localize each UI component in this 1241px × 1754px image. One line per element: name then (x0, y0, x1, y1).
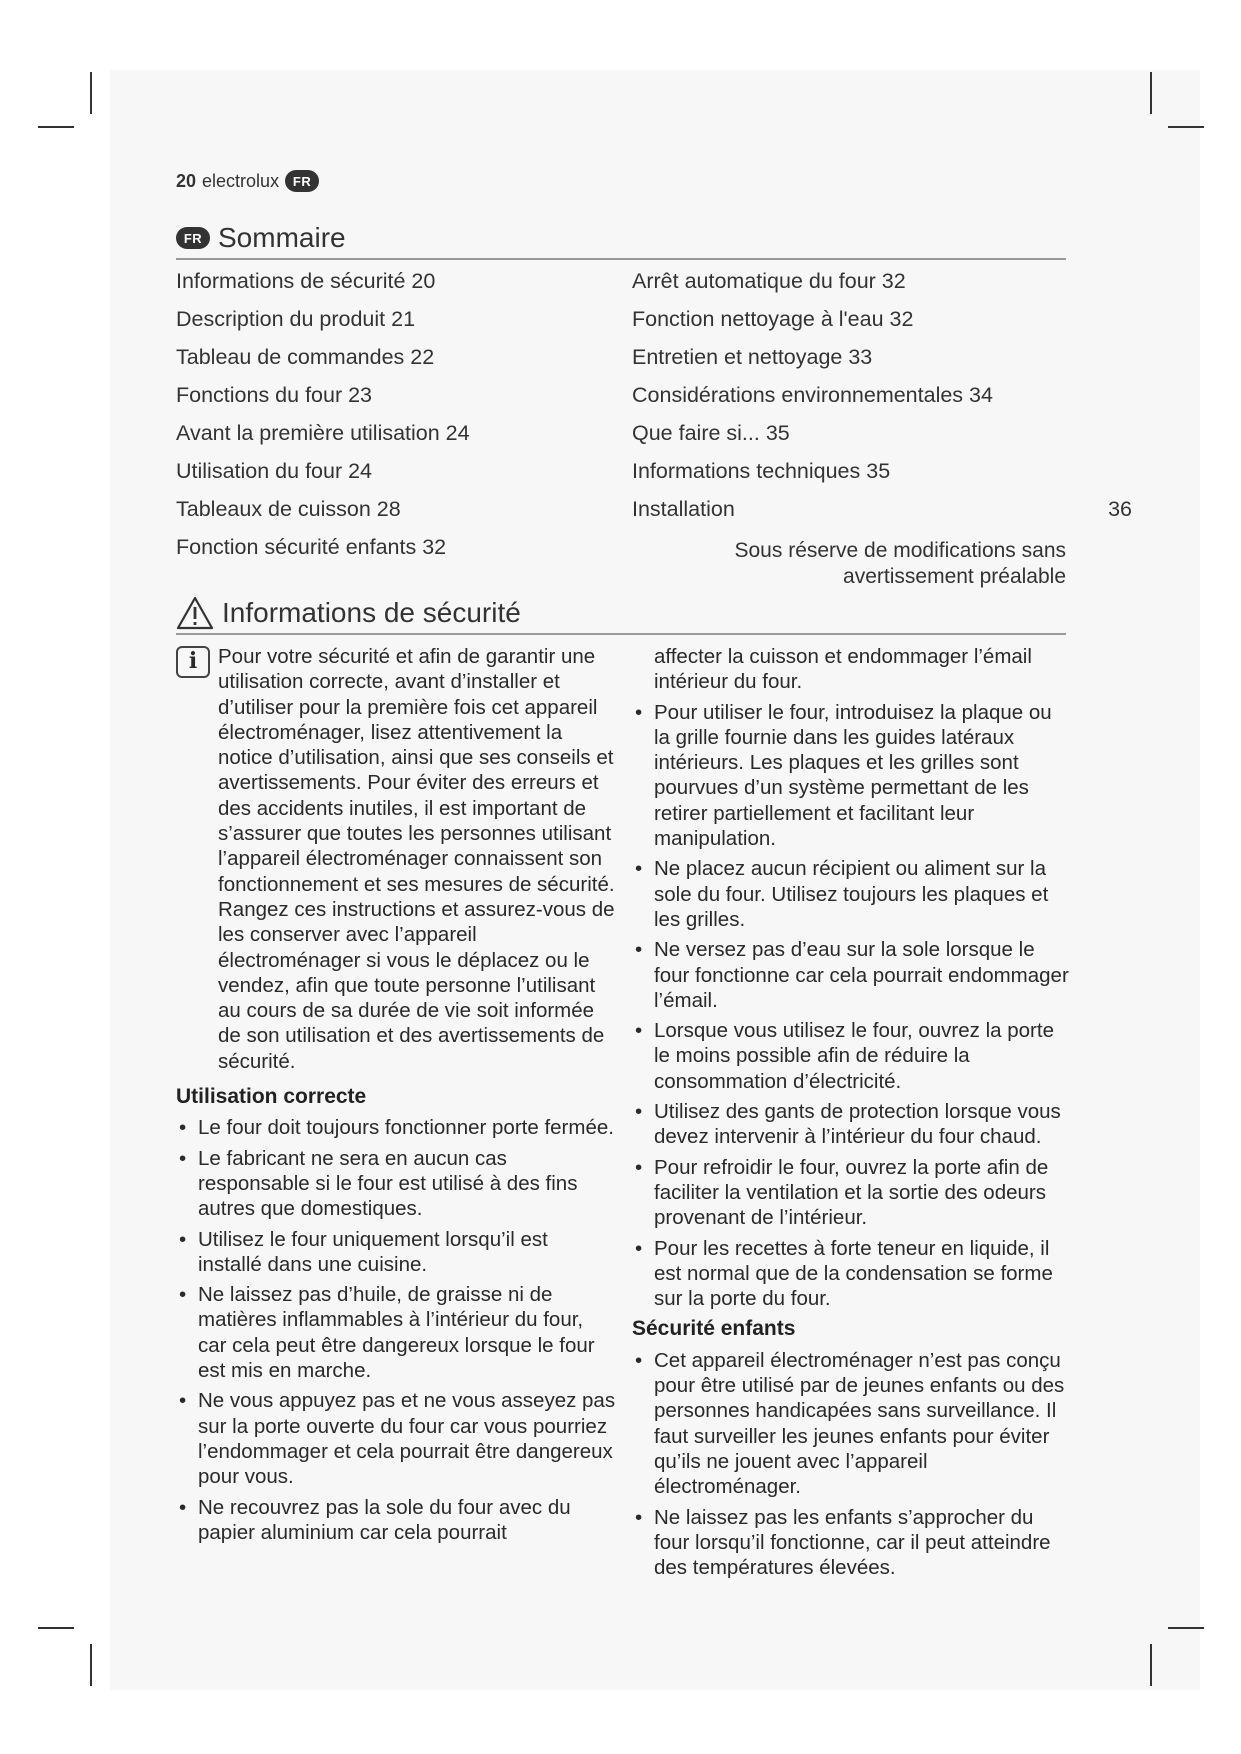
note-line: avertissement préalable (843, 565, 1066, 588)
toc-item: Informations de sécurité 20 (176, 269, 436, 293)
list-item: • Ne vous appuyez pas et ne vous asseyez pas sur la porte ouverte du four car vous pourriez l’endommager et cela pourrait être dangereux pour vous. (176, 1388, 616, 1489)
section-rule (176, 258, 1066, 260)
safety-title: Informations de sécurité (222, 597, 521, 628)
toc-item-page: 36 (1108, 497, 1132, 521)
crop-mark (1168, 126, 1204, 128)
list-item: • Ne laissez pas les enfants s’approcher du four lorsqu’il fonctionne, car il peut atteindre des températures élevées. (632, 1505, 1072, 1581)
toc-item: Tableau de commandes 22 (176, 345, 435, 369)
toc-item: Arrêt automatique du four 32 (632, 269, 906, 293)
warning-icon (176, 596, 214, 630)
crop-mark (90, 72, 92, 114)
language-badge: FR (176, 227, 210, 249)
sommaire-title: Sommaire (218, 222, 346, 253)
continued-text: affecter la cuisson et endommager l’émail intérieur du four. (654, 645, 1032, 694)
child-safety-list (632, 1348, 1072, 1581)
toc-item-label: Installation (632, 497, 735, 521)
safety-intro (176, 644, 616, 1074)
language-badge: FR (285, 170, 319, 192)
list-item: • Ne laissez pas d’huile, de graisse ni de matières inflammables à l’intérieur du four, car cela peut être dangereux lorsque le four est mis en marche. (176, 1282, 616, 1383)
crop-mark (38, 1627, 74, 1629)
list-item: • Pour les recettes à forte teneur en liquide, il est normal que de la condensation se forme sur la porte du four. (632, 1236, 1072, 1312)
toc-item: Tableaux de cuisson 28 (176, 497, 401, 521)
running-header (176, 170, 319, 192)
toc-right-column (632, 262, 1132, 528)
list-item: • Utilisez des gants de protection lorsque vous devez intervenir à l’intérieur du four chaud. (632, 1099, 1072, 1150)
info-icon: i (176, 646, 210, 678)
crop-mark (90, 1644, 92, 1686)
page-number: 20 (176, 170, 197, 191)
list-item: • Pour refroidir le four, ouvrez la porte afin de faciliter la ventilation et la sortie des odeurs provenant de l’intérieur. (632, 1155, 1072, 1231)
toc-item: Que faire si... 35 (632, 421, 790, 445)
list-item: • Utilisez le four uniquement lorsqu’il est installé dans une cuisine. (176, 1227, 616, 1278)
list-item: • Pour utiliser le four, introduisez la plaque ou la grille fournie dans les guides latéraux intérieurs. Les plaques et les grilles sont pourvues d’un système permettant de les retirer partiellement et facilitant leur manipulation. (632, 700, 1072, 852)
list-item: • Le four doit toujours fonctionner porte fermée. (176, 1115, 616, 1140)
list-item: • Cet appareil électroménager n’est pas conçu pour être utilisé par de jeunes enfants ou des personnes handicapées sans surveillance. Il faut surveiller les jeunes enfants pour éviter qu’ils ne jouent avec l’appareil électroménager. (632, 1348, 1072, 1500)
intro-text: Pour votre sécurité et afin de garantir une utilisation correcte, avant d’installer et d’utiliser pour la première fois cet appareil électroménager, lisez attentivement la notice d’utilisation, ainsi que ses conseils et avertissements. Pour éviter des erreurs et des accidents inutiles, il est important de s’assurer que toutes les personnes utilisant l’appareil électroménager connaissent son fonctionnement et ses mesures de sécurité. Rangez ces instructions et assurez-vous de les conserver avec l’appareil électroménager si vous le déplacez ou le vendez, afin que toute personne l’utilisant au cours de sa durée de vie soit informée de son utilisation et des avertissements de sécurité. (218, 645, 615, 1073)
toc-item: Fonctions du four 23 (176, 383, 373, 407)
toc-item: Utilisation du four 24 (176, 459, 372, 483)
crop-mark (1150, 1644, 1152, 1686)
toc-item: Avant la première utilisation 24 (176, 421, 470, 445)
toc-left-column (176, 262, 470, 566)
modification-note (620, 538, 1066, 590)
note-line: Sous réserve de modifications sans (734, 539, 1066, 562)
toc-item: Fonction nettoyage à l'eau 32 (632, 307, 914, 331)
brand-name: electrolux (202, 170, 280, 191)
safety-heading (176, 596, 521, 630)
usage-heading: Utilisation correcte (176, 1085, 367, 1109)
safety-right-column (632, 644, 1072, 1585)
toc-item: Description du produit 21 (176, 307, 416, 331)
safety-left-column (176, 644, 616, 1550)
crop-mark (1150, 72, 1152, 114)
section-rule (176, 633, 1066, 635)
list-item: • Ne placez aucun récipient ou aliment sur la sole du four. Utilisez toujours les plaques et les grilles. (632, 856, 1072, 932)
crop-mark (38, 126, 74, 128)
list-item: • Ne recouvrez pas la sole du four avec du papier aluminium car cela pourrait (176, 1495, 616, 1546)
list-item: • Ne versez pas d’eau sur la sole lorsque le four fonctionne car cela pourrait endommager l’émail. (632, 937, 1072, 1013)
list-item: • Lorsque vous utilisez le four, ouvrez la porte le moins possible afin de réduire la consommation d’électricité. (632, 1018, 1072, 1094)
list-item: • Le fabricant ne sera en aucun cas responsable si le four est utilisé à des fins autres que domestiques. (176, 1146, 616, 1222)
usage-list (176, 1115, 616, 1545)
toc-item-installation (632, 490, 1132, 528)
usage-list-continued (632, 700, 1072, 1312)
child-safety-heading: Sécurité enfants (632, 1317, 796, 1341)
crop-mark (1168, 1627, 1204, 1629)
toc-item: Entretien et nettoyage 33 (632, 345, 873, 369)
toc-item: Informations techniques 35 (632, 459, 891, 483)
toc-item: Considérations environnementales 34 (632, 383, 993, 407)
toc-item: Fonction sécurité enfants 32 (176, 535, 447, 559)
sommaire-heading (176, 222, 346, 254)
